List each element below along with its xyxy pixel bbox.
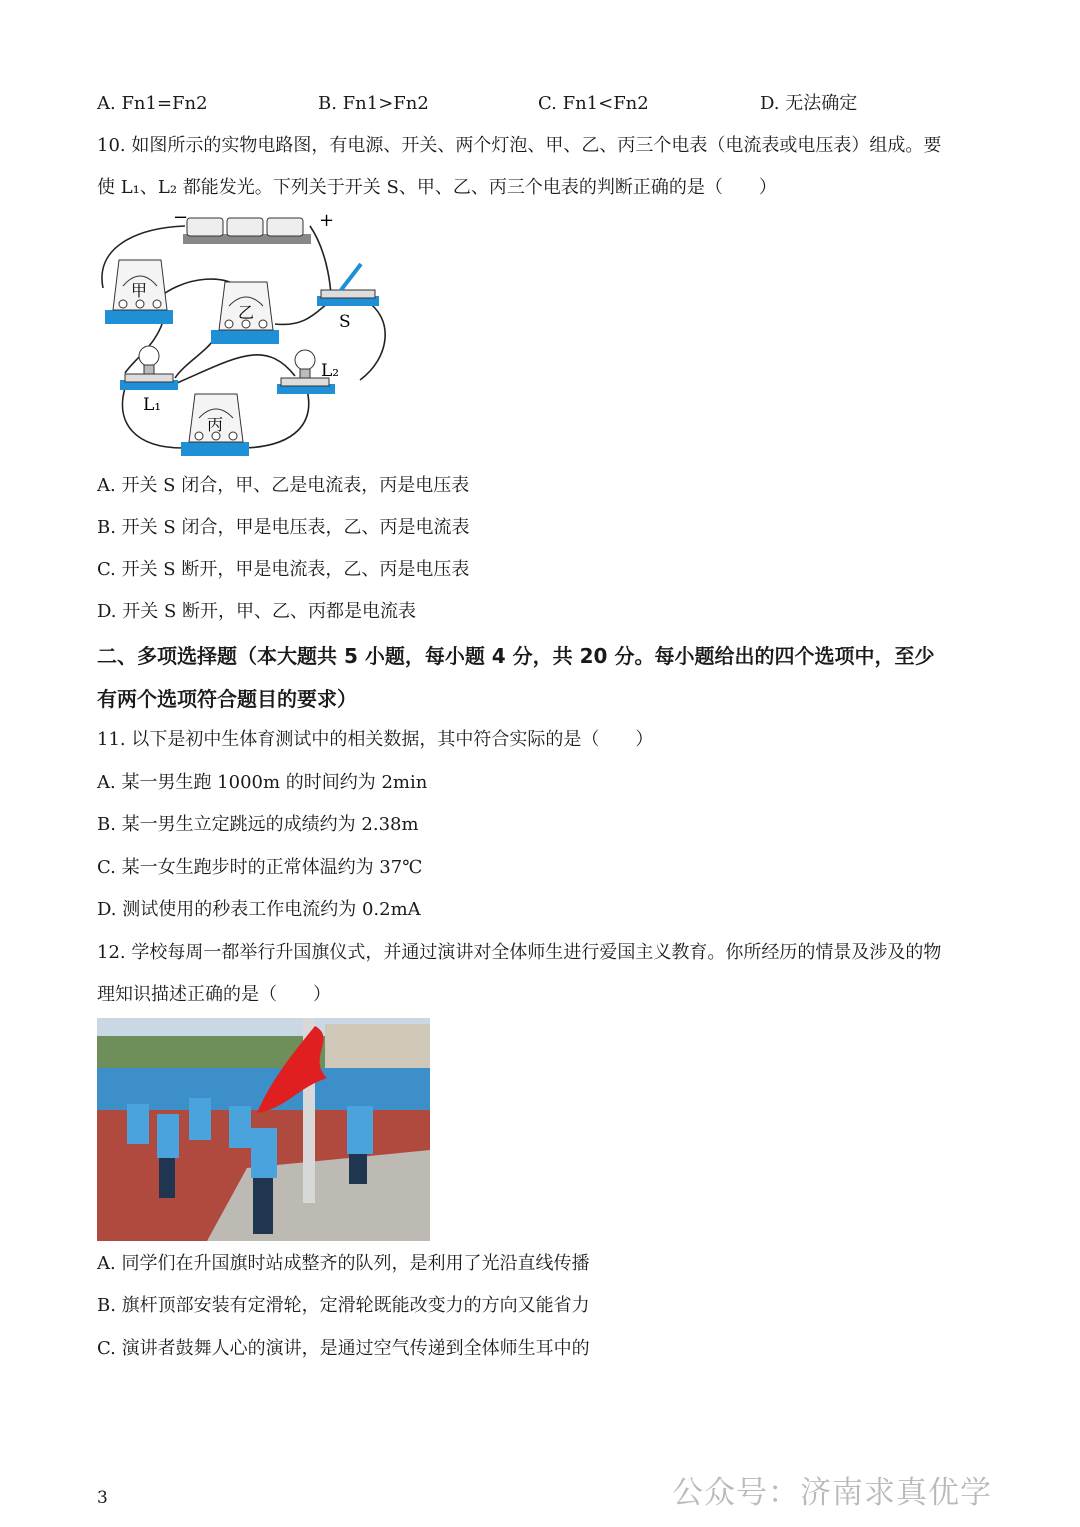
q10-option-d: D. 开关 S 断开，甲、乙、丙都是电流表 <box>97 601 417 622</box>
q9-option-b: B. Fn1>Fn2 <box>318 93 429 114</box>
q10-stem-line2: 使 L₁、L₂ 都能发光。下列关于开关 S、甲、乙、丙三个电表的判断正确的是（ ） <box>97 177 777 198</box>
q11-option-a: A. 某一男生跑 1000m 的时间约为 2min <box>97 772 428 793</box>
q9-option-d: D. 无法确定 <box>760 93 858 114</box>
wire <box>245 390 309 448</box>
meter-yi-label: 乙 <box>238 303 255 322</box>
section2-heading-line2: 有两个选项符合题目的要求） <box>97 687 357 711</box>
q12-option-b: B. 旗杆顶部安装有定滑轮，定滑轮既能改变力的方向又能省力 <box>97 1295 590 1316</box>
q10-stem-line1: 10. 如图所示的实物电路图，有电源、开关、两个灯泡、甲、乙、丙三个电表（电流表或电压表）组成。要 <box>97 135 942 156</box>
switch <box>317 264 379 306</box>
meter-jia-label: 甲 <box>131 281 148 300</box>
page-number: 3 <box>97 1488 108 1508</box>
battery-minus-label: − <box>173 208 189 228</box>
q9-option-c: C. Fn1<Fn2 <box>538 93 649 114</box>
wire <box>175 338 215 378</box>
q12-stem-line1: 12. 学校每周一都举行升国旗仪式，并通过演讲对全体师生进行爱国主义教育。你所经历的情景及涉及的物 <box>97 942 942 963</box>
q10-option-b: B. 开关 S 闭合，甲是电压表，乙、丙是电流表 <box>97 517 470 538</box>
circuit-diagram <box>95 208 395 460</box>
watermark: 公众号：济南求真优学 <box>672 1475 992 1511</box>
q11-option-b: B. 某一男生立定跳远的成绩约为 2.38m <box>97 814 419 835</box>
q12-option-c: C. 演讲者鼓舞人心的演讲，是通过空气传递到全体师生耳中的 <box>97 1338 590 1359</box>
section2-heading-line1: 二、多项选择题（本大题共 5 小题，每小题 4 分，共 20 分。每小题给出的四个选项中，至少 <box>97 644 935 668</box>
q9-option-a: A. Fn1=Fn2 <box>97 93 208 114</box>
meter-bing-label: 丙 <box>207 415 224 434</box>
lamp-l2-label: L₂ <box>321 361 340 381</box>
q10-option-a: A. 开关 S 闭合，甲、乙是电流表，丙是电压表 <box>97 475 470 496</box>
lamp-l1-label: L₁ <box>143 395 162 415</box>
q11-option-d: D. 测试使用的秒表工作电流约为 0.2mA <box>97 899 421 920</box>
battery <box>183 218 311 244</box>
wire <box>310 226 331 296</box>
switch-label: S <box>339 312 351 332</box>
wire <box>360 300 385 380</box>
q10-option-c: C. 开关 S 断开，甲是电流表，乙、丙是电压表 <box>97 559 470 580</box>
q11-stem: 11. 以下是初中生体育测试中的相关数据，其中符合实际的是（ ） <box>97 729 654 750</box>
q12-option-a: A. 同学们在升国旗时站成整齐的队列，是利用了光沿直线传播 <box>97 1253 590 1274</box>
flag-ceremony-photo <box>97 1018 430 1241</box>
q11-option-c: C. 某一女生跑步时的正常体温约为 37℃ <box>97 857 423 878</box>
q12-stem-line2: 理知识描述正确的是（ ） <box>97 984 331 1005</box>
battery-plus-label: + <box>319 210 335 231</box>
